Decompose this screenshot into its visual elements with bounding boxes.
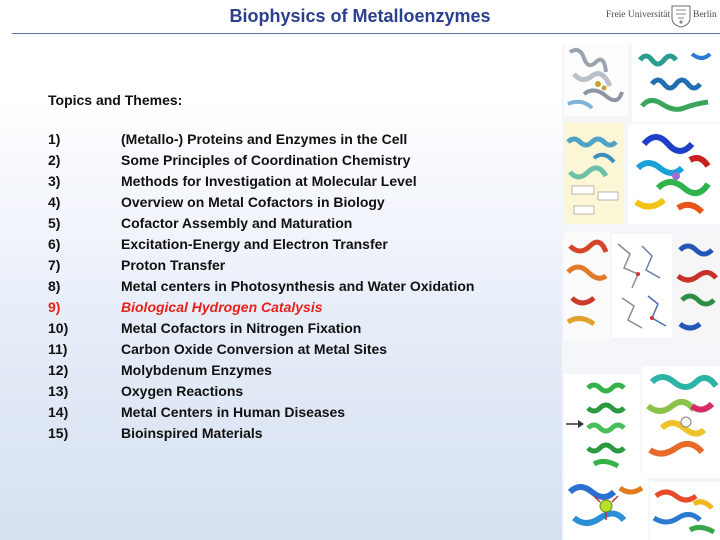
header-divider	[12, 33, 720, 34]
protein-image	[564, 374, 640, 474]
logo-text-left: Freie Universität	[606, 10, 671, 20]
topics-heading: Topics and Themes:	[48, 92, 183, 108]
topic-item: 15) Bioinspired Materials	[48, 425, 263, 441]
topic-item: 13) Oxygen Reactions	[48, 383, 244, 399]
protein-image	[564, 474, 648, 540]
protein-structure-collage	[562, 44, 720, 540]
topic-item: 12) Molybdenum Enzymes	[48, 362, 272, 378]
protein-image	[650, 482, 720, 540]
topic-item: 4) Overview on Metal Cofactors in Biology	[48, 194, 385, 210]
protein-image	[642, 366, 720, 478]
topic-item: 14) Metal Centers in Human Diseases	[48, 404, 346, 420]
protein-image	[628, 124, 720, 224]
topic-item: 3) Methods for Investigation at Molecular Level	[48, 173, 417, 189]
topic-item: 8) Metal centers in Photosynthesis and Water Oxidation	[48, 278, 475, 294]
topic-item: 6) Excitation-Energy and Electron Transfer	[48, 236, 388, 252]
topic-item-highlighted: 9) Biological Hydrogen Catalysis	[48, 299, 323, 315]
topic-item: 11) Carbon Oxide Conversion at Metal Sites	[48, 341, 388, 357]
logo-text-right: Berlin	[693, 10, 717, 20]
protein-image	[632, 44, 720, 122]
protein-image	[564, 44, 628, 116]
topic-item: 2) Some Principles of Coordination Chemistry	[48, 152, 411, 168]
protein-image	[612, 234, 672, 338]
protein-image	[564, 232, 610, 340]
protein-image	[564, 122, 624, 224]
university-seal-icon	[670, 4, 692, 28]
topic-item: 7) Proton Transfer	[48, 257, 226, 273]
topic-item: 1) (Metallo-) Proteins and Enzymes in the Cell	[48, 131, 408, 147]
topic-item: 5) Cofactor Assembly and Maturation	[48, 215, 353, 231]
protein-image	[674, 236, 720, 340]
page-title: Biophysics of Metalloenzymes	[229, 6, 491, 26]
topic-item: 10) Metal Cofactors in Nitrogen Fixation	[48, 320, 362, 336]
university-logo	[606, 4, 717, 30]
